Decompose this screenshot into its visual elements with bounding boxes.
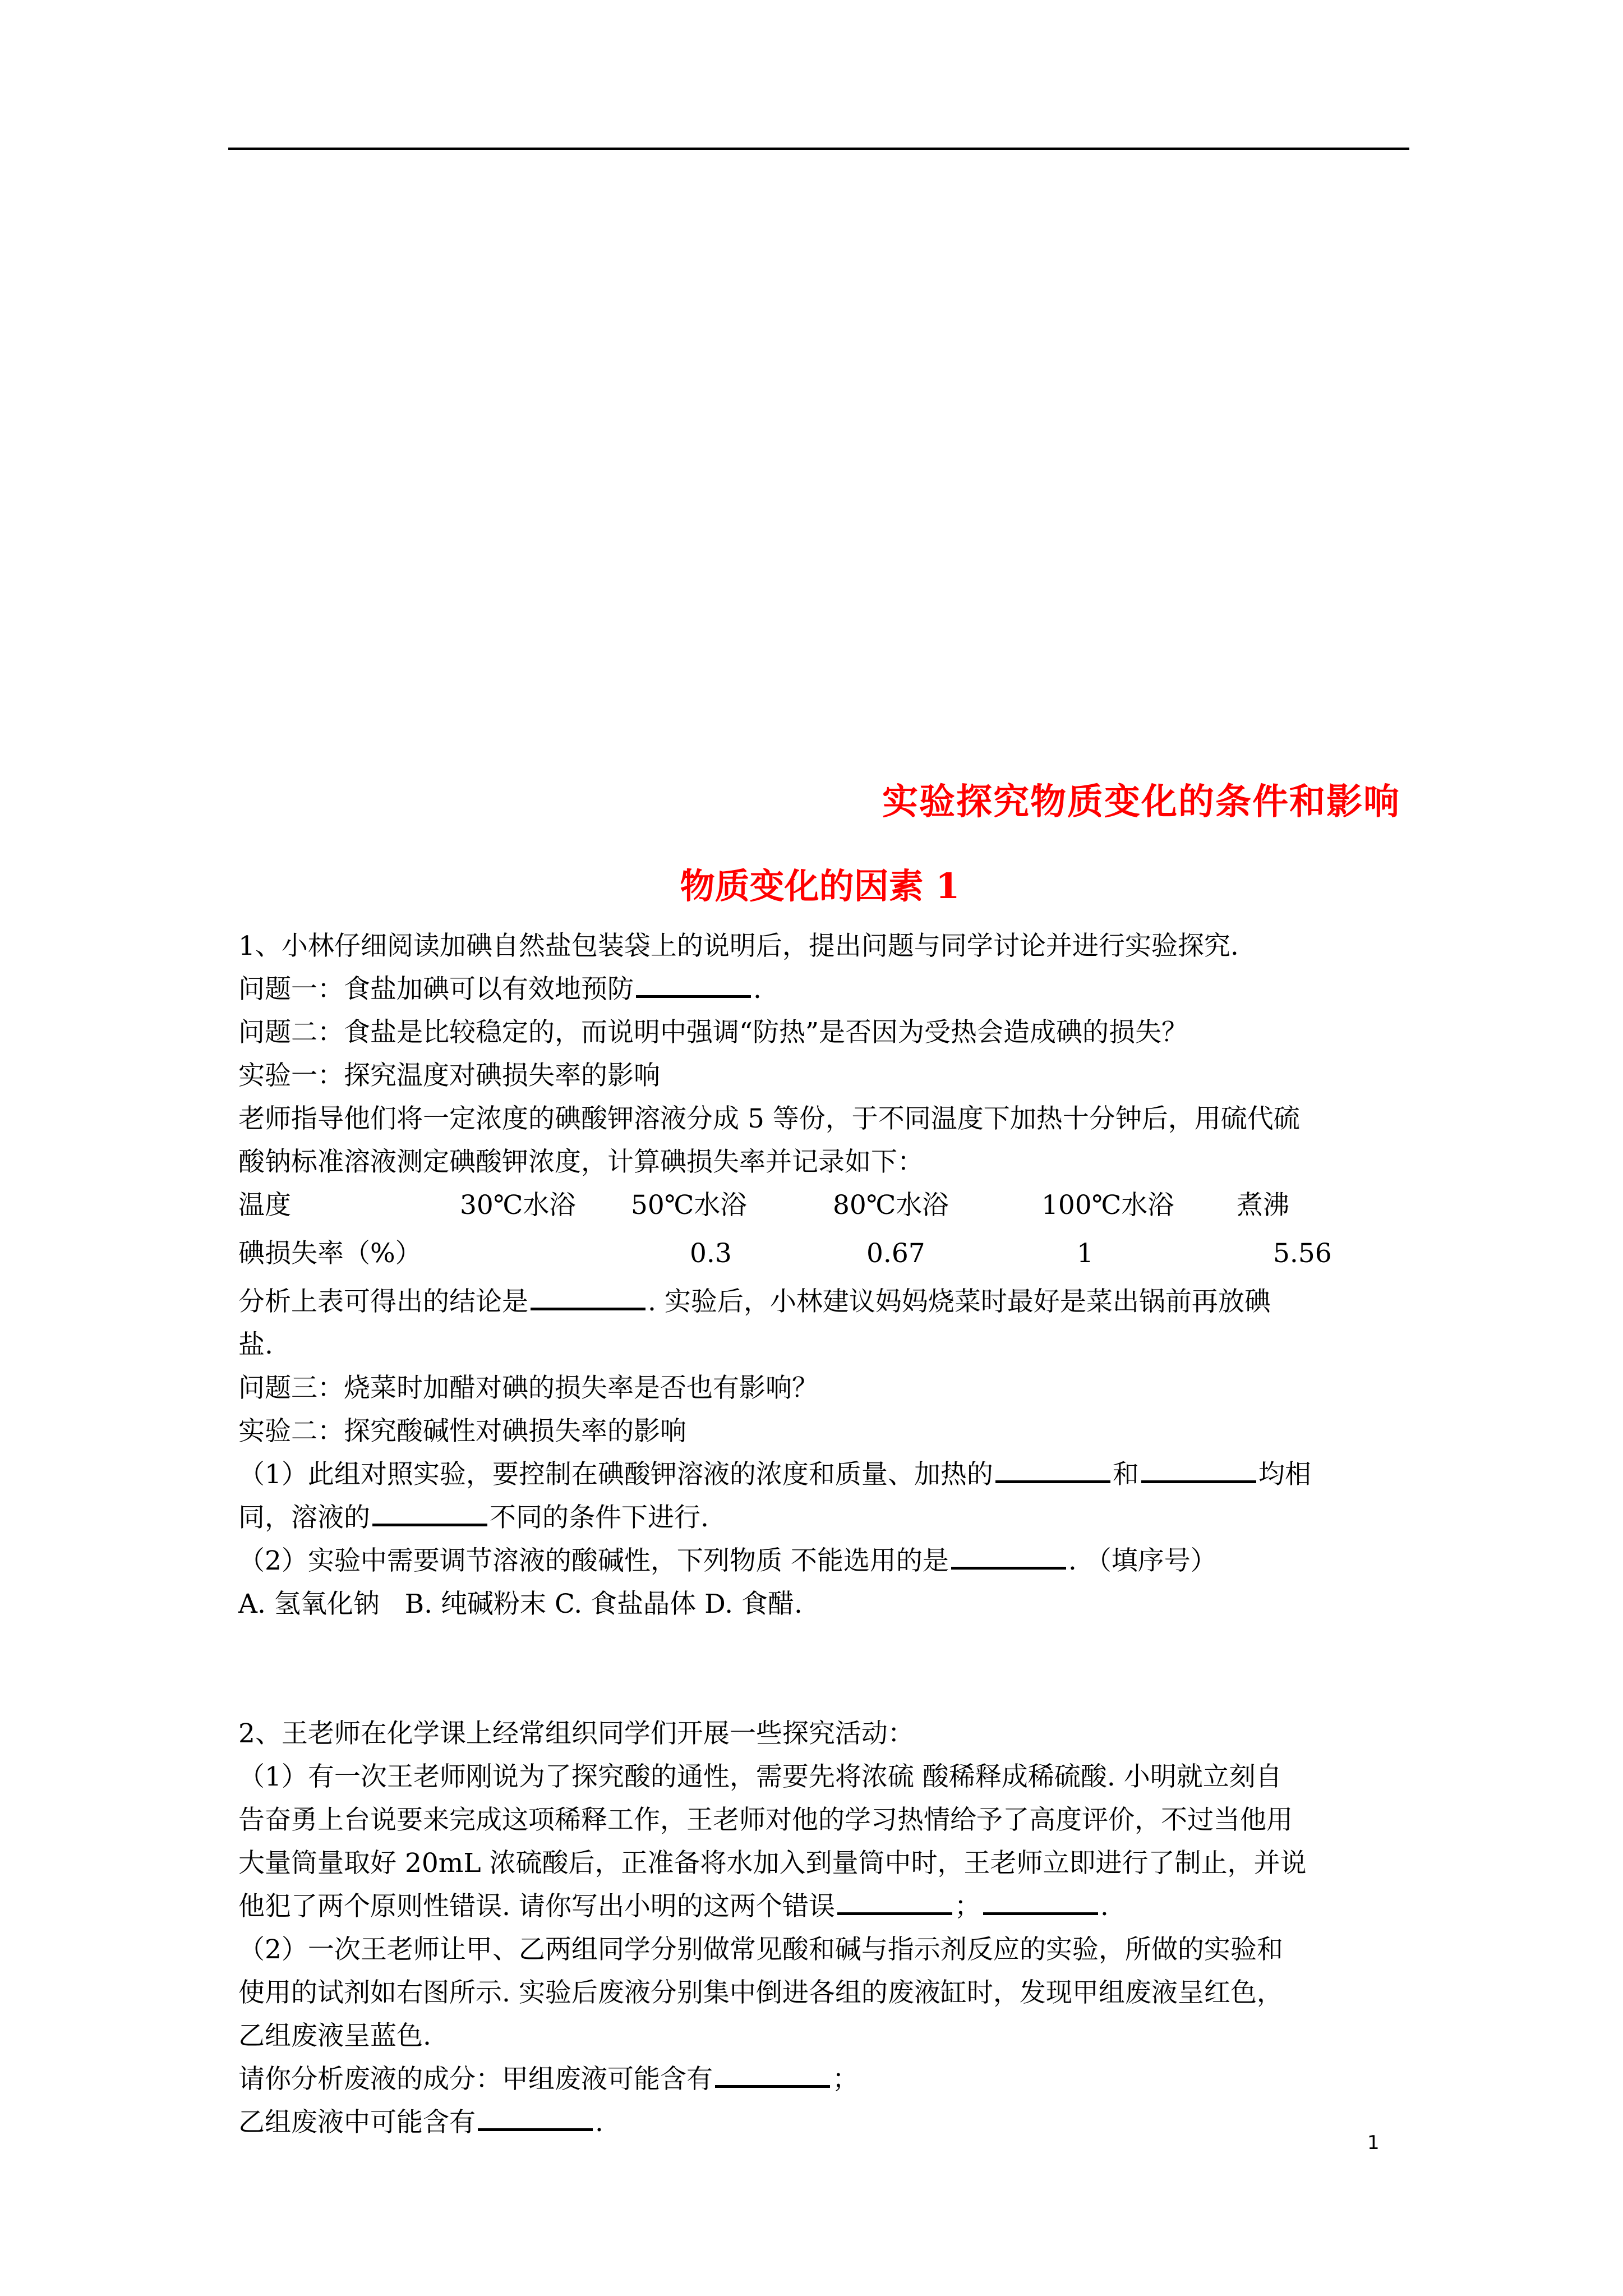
q1-sub2 (238, 1539, 1410, 1582)
p1-line4-sep: ； (954, 1891, 981, 1922)
q2-p1-line3: 大量筒量取好 20mL 浓硫酸后，正准备将水加入到量筒中时，王老师立即进行了制止，并说 (238, 1848, 1307, 1879)
q2-p1-line1: （1）有一次王老师刚说为了探究酸的通性，需要先将浓硫 酸稀释成稀硫酸. 小明就立刻自 (238, 1761, 1282, 1792)
table-column-header: 煮沸 (1237, 1190, 1289, 1221)
data-table (238, 1184, 1410, 1280)
document-subtitle: 物质变化的因素 1 (680, 866, 960, 907)
group-b-text: 乙组废液中可能含有 (238, 2107, 476, 2138)
q1-exp1-desc-2: 酸钠标准溶液测定碘酸钾浓度，计算碘损失率并记录如下： (238, 1147, 924, 1177)
answer-blank[interactable] (372, 1498, 487, 1526)
sub1-line2-end: 不同的条件下进行. (490, 1502, 709, 1533)
q1-problem2: 问题二：食盐是比较稳定的，而说明中强调“防热”是否因为受热会造成碘的损失？ (238, 1017, 1188, 1048)
sub2-text: （2）实验中需要调节溶液的酸碱性，下列物质 不能选用的是 (238, 1545, 949, 1576)
section-gap (238, 1626, 1410, 1712)
q2-p2-line2: 使用的试剂如右图所示. 实验后废液分别集中倒进各组的废液缸时，发现甲组废液呈红色， (238, 1977, 1283, 2008)
table-cell: 0.67 (866, 1238, 925, 1269)
sub1-text: （1）此组对照实验，要控制在碘酸钾溶液的浓度和质量、加热的 (238, 1459, 993, 1490)
p1-line4-end: . (1100, 1891, 1109, 1922)
q1-exp2-title: 实验二：探究酸碱性对碘损失率的影响 (238, 1416, 686, 1447)
answer-blank[interactable] (1141, 1455, 1256, 1483)
table-column-header: 50℃水浴 (631, 1190, 747, 1221)
sub2-end: . （填序号） (1068, 1545, 1217, 1576)
q2-p1-line4 (238, 1885, 1410, 1928)
answer-blank[interactable] (837, 1887, 952, 1915)
q1-exp1-title: 实验一：探究温度对碘损失率的影响 (238, 1060, 660, 1091)
table-row-label: 温度 (238, 1190, 291, 1221)
q2-p2-line1: （2）一次王老师让甲、乙两组同学分别做常见酸和碱与指示剂反应的实验，所做的实验和 (238, 1934, 1283, 1965)
table-column-header: 100℃水浴 (1041, 1190, 1174, 1221)
conclusion-text: 分析上表可得出的结论是 (238, 1286, 528, 1317)
analysis-end: ； (832, 2064, 859, 2095)
p1-line4-text: 他犯了两个原则性错误. 请你写出小明的这两个错误 (238, 1891, 835, 1922)
group-b-end: . (595, 2107, 603, 2138)
sub1-line2-text: 同，溶液的 (238, 1502, 370, 1533)
table-cell: 5.56 (1273, 1238, 1332, 1269)
conclusion-rest: . 实验后，小林建议妈妈烧菜时最好是菜出锅前再放碘 (648, 1286, 1271, 1317)
table-column-header: 30℃水浴 (460, 1190, 576, 1221)
q1-conclusion-tail: 盐. (238, 1329, 273, 1360)
q1-sub1-line2 (238, 1496, 1410, 1539)
table-row (238, 1232, 1410, 1280)
q1-options: A. 氢氧化钠 B. 纯碱粉末 C. 食盐晶体 D. 食醋. (238, 1589, 803, 1619)
q1-conclusion (238, 1280, 1410, 1323)
answer-blank[interactable] (636, 969, 751, 998)
q2-intro: 2、王老师在化学课上经常组织同学们开展一些探究活动： (238, 1718, 914, 1749)
answer-blank[interactable] (995, 1455, 1110, 1483)
page-number: 1 (1367, 2132, 1380, 2154)
q1-exp1-desc-1: 老师指导他们将一定浓度的碘酸钾溶液分成 5 等份，于不同温度下加热十分钟后，用硫代硫 (238, 1103, 1300, 1134)
document-title: 实验探究物质变化的条件和影响 (882, 781, 1400, 823)
q1-sub1 (238, 1453, 1410, 1496)
problem1-end: . (753, 974, 762, 1005)
sub1-and: 和 (1112, 1459, 1139, 1490)
answer-blank[interactable] (951, 1541, 1066, 1570)
table-column-header: 80℃水浴 (833, 1190, 949, 1221)
header-rule (228, 148, 1409, 150)
q1-problem3: 问题三：烧菜时加醋对碘的损失率是否也有影响？ (238, 1373, 818, 1404)
answer-blank[interactable] (531, 1282, 645, 1310)
analysis-text: 请你分析废液的成分：甲组废液可能含有 (238, 2064, 713, 2095)
q1-intro: 1、小林仔细阅读加碘自然盐包装袋上的说明后，提出问题与同学讨论并进行实验探究. (238, 931, 1239, 961)
q2-p2-line3: 乙组废液呈蓝色. (238, 2021, 431, 2051)
table-cell: 1 (1077, 1238, 1094, 1269)
q2-group-b (238, 2101, 1410, 2144)
answer-blank[interactable] (983, 1887, 1098, 1915)
problem1-text: 问题一：食盐加碘可以有效地预防 (238, 974, 634, 1005)
answer-blank[interactable] (478, 2102, 593, 2131)
table-row-label: 碘损失率（%） (238, 1238, 422, 1269)
q1-problem1 (238, 968, 1410, 1011)
answer-blank[interactable] (715, 2059, 830, 2088)
sub1-end: 均相 (1258, 1459, 1311, 1490)
q2-p1-line2: 告奋勇上台说要来完成这项稀释工作，王老师对他的学习热情给予了高度评价，不过当他用 (238, 1805, 1293, 1835)
document-body (238, 924, 1410, 2144)
table-cell: 0.3 (690, 1238, 732, 1269)
q2-analysis (238, 2058, 1410, 2101)
table-header-row (238, 1184, 1410, 1232)
